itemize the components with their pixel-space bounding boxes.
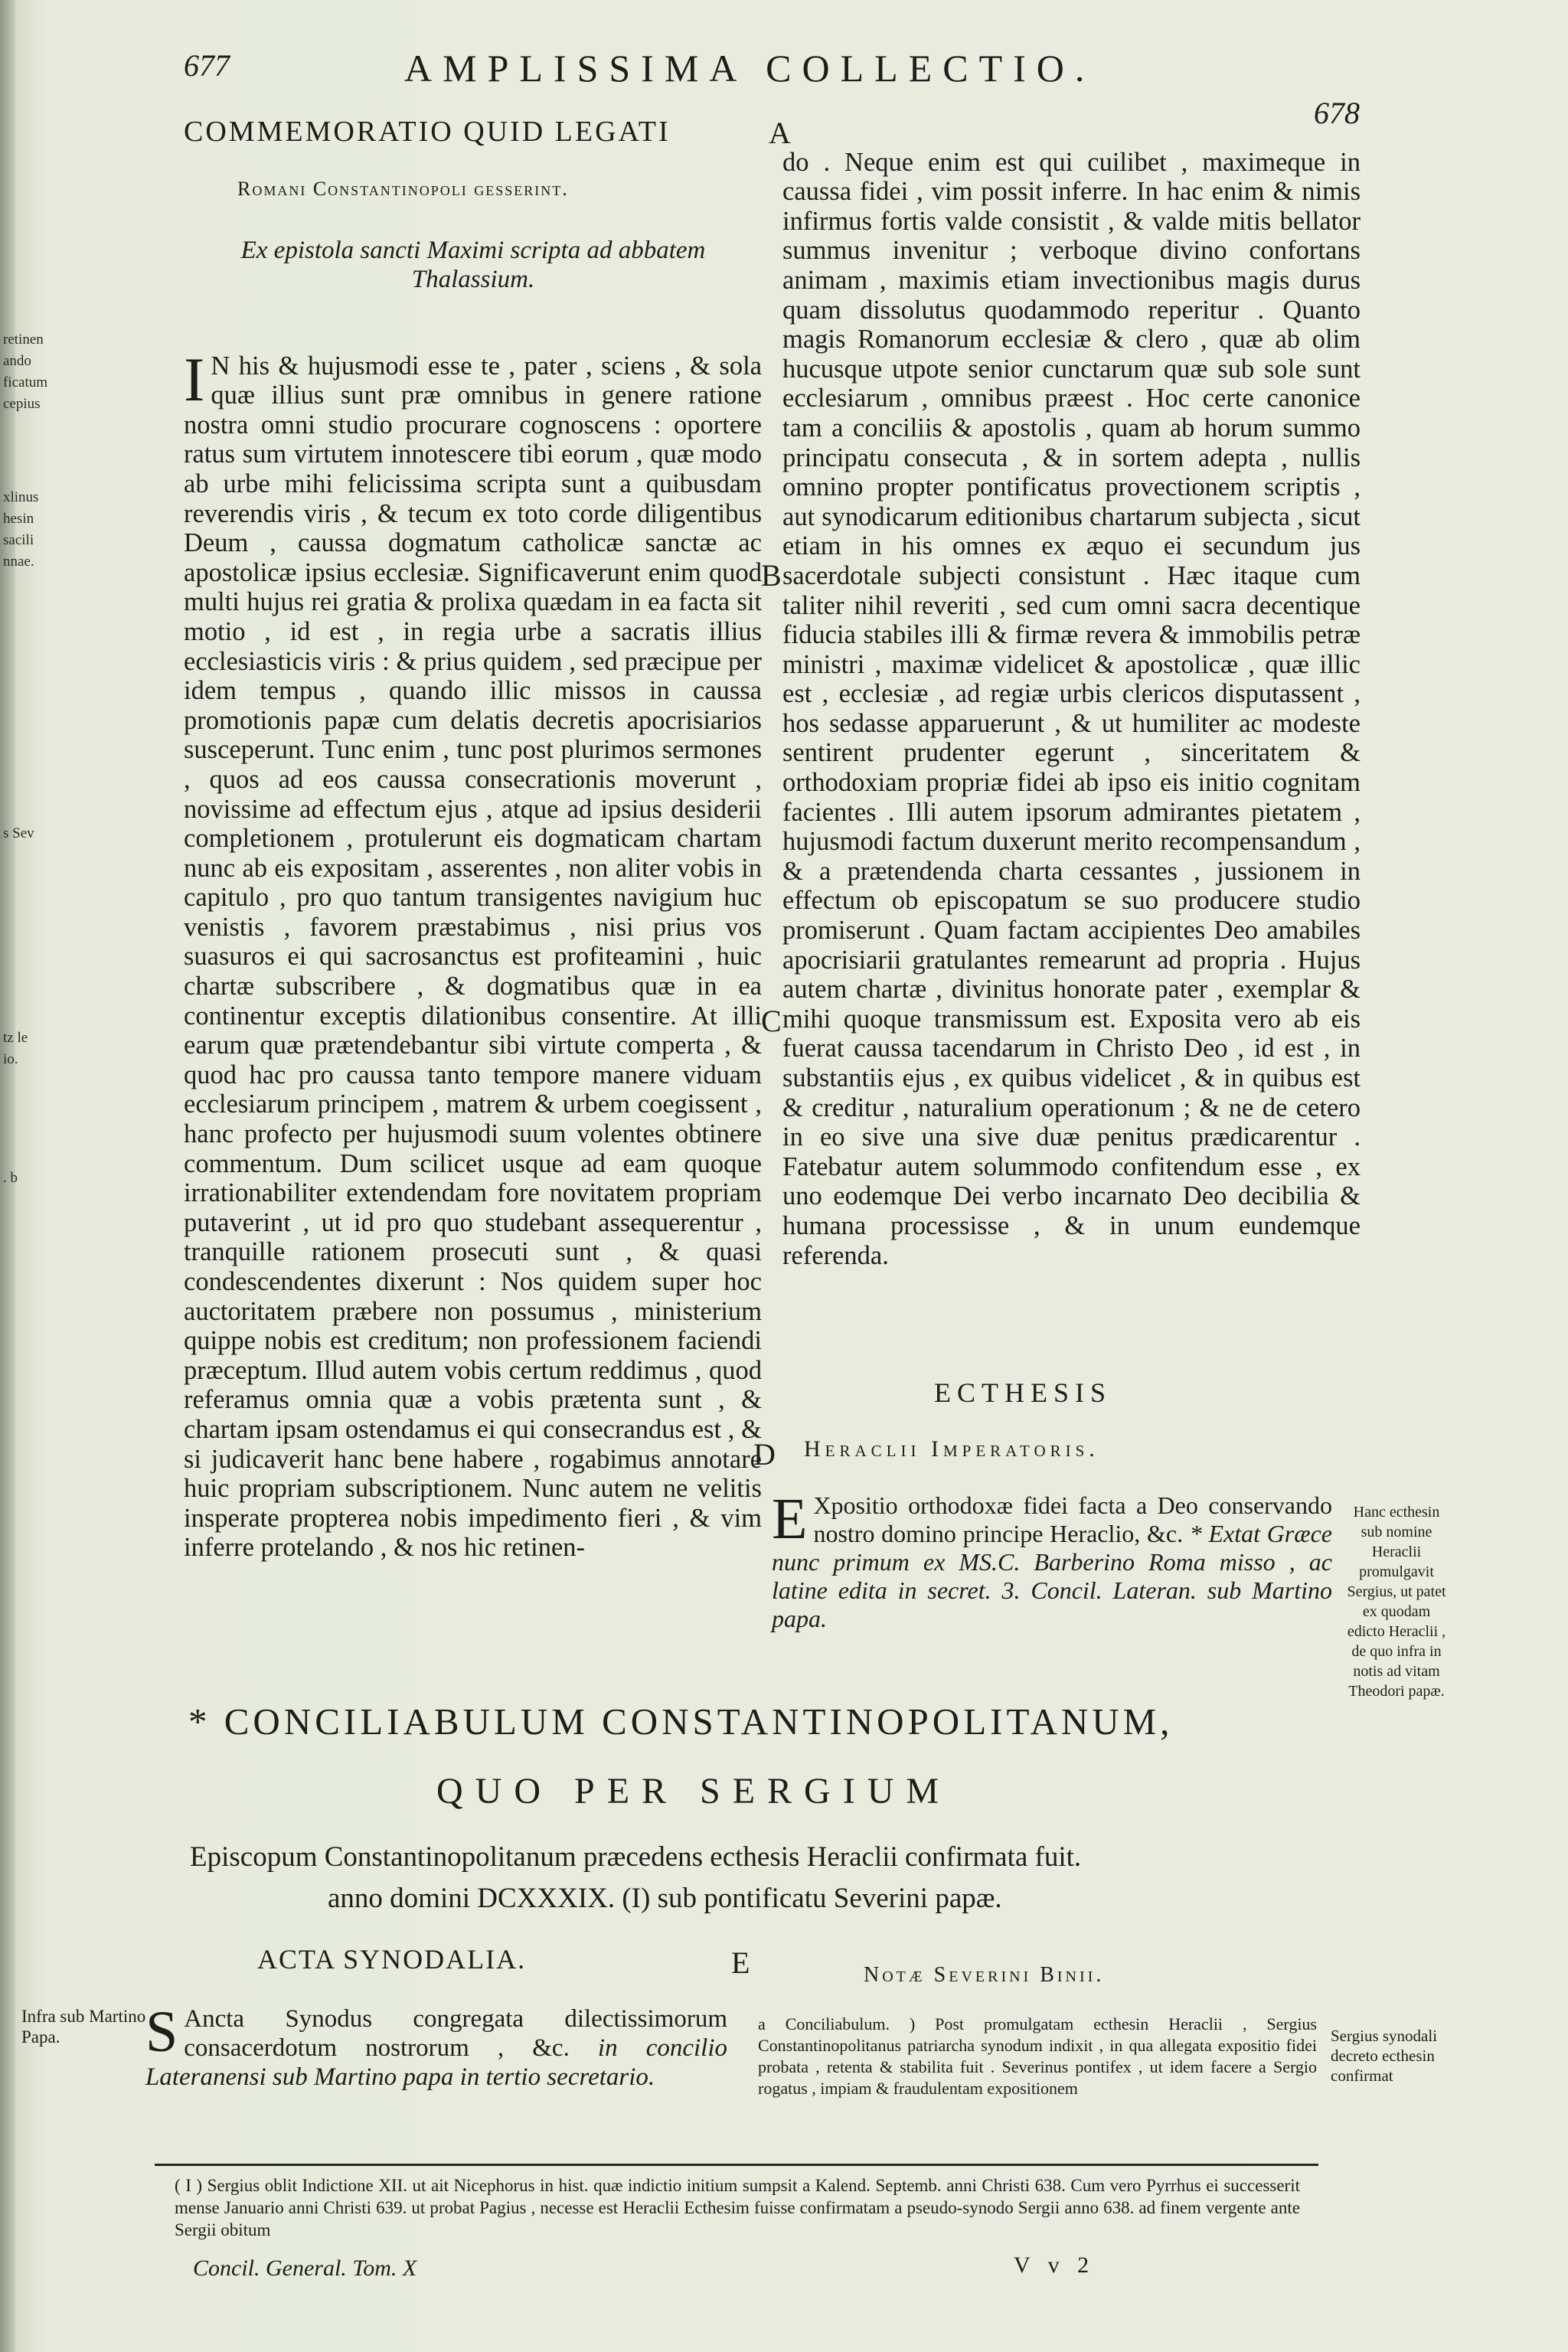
section-subtitle: Romani Constantinopoli gesserint. <box>237 178 569 200</box>
left-margin-fragment: tz le io. <box>3 1030 28 1067</box>
acta-text <box>145 2000 728 2092</box>
column-right-body: do . Neque enim est qui cuilibet , maximeque in caussa fidei , vim possit inferre. In hac enim & nimis infirmus fortis valde consistit , & valde mitis bellator summus invenitur ; verboque divino confortans animam , maximis etiam invectionibus magis durus quam dissolutus quodammodo reperitur . Quanto magis Romanorum ecclesiæ & clero , quæ ab olim hucusque utpote senior cunctarum quæ sub sole sunt ecclesiarum , omnibus præest . Hoc certe canonice tam a conciliis & apostolis , quam ab horum summo principatu consecuta , & in sortem adepta , nullis omnino propter pontificatus provectionem scriptis , aut synodicarum editionibus chartarum subjecta , sicut etiam in his omnes ex æquo ei secundum jus sacerdotale subjecti consistunt . Hæc itaque cum taliter nihil reveriti , sed cum omni sacra decentique fiducia stabiles illi & firmæ revera & immobilis petræ ministri , maximæ videlicet & apostolicæ , quæ illic est , ecclesiæ , ad regiæ urbis clericos disputassent , hos sedasse apparuerunt , & ut humiliter ac modeste sentirent prudenter egerunt , sinceritatem & orthodoxiam propriæ fidei ab ipso eis initio cognitam facientes . Illi autem ipsorum admirantes pietatem , hujusmodi factum duxerunt merito recompensandum , & a prætendenda charta cessantes , jussionem in effectum ob episcopatum se suo producere studio promiserunt . Quam factam accipientes Deo amabiles apocrisiarii gratulantes remearunt ad propria . Hujus autem chartæ , divinitus honorate pater , exemplar & mihi quoque transmissum est. Exposita vero ab eis fuerat caussa tacendarum in Christo Deo , id est , in substantiis ejus , ex quibus videlicet , & in quibus est & creditur , naturalium operationum ; & ne de cetero in eo sive una sive duæ penitus prædicarentur . Fatebatur autem solummodo confitendum esse , ex uno eodemque Dei verbo incarnato Deo decibilia & humana processisse , & in unum eundemque referenda. <box>782 147 1361 1270</box>
ecthesis-body: Xpositio orthodoxæ fidei facta a Deo conservando nostro domino principe Heraclio, &c. <box>813 1491 1332 1547</box>
left-page-number: 677 <box>184 48 230 83</box>
section-letter-c: C <box>761 1004 782 1038</box>
notae-title: Notæ Severini Binii. <box>864 1963 1105 1987</box>
column-right-text <box>782 118 1361 1351</box>
section-letter-b: B <box>761 558 782 593</box>
ecthesis-title: ECTHESIS <box>934 1377 1112 1408</box>
notae-text: a Conciliabulum. ) Post promulgatam ecthesin Heraclii , Sergius Constantinopolitanus patriarcha synodum indixit , in qua allegata expositio fidei probata , retenta & stabilita fuit . Severinus pontifex , ut idem facere a Sergio rogatus , impiam & fraudulentam expositionem <box>758 2014 1317 2098</box>
dropcap: I <box>184 344 205 414</box>
footnote-text: ( I ) Sergius oblit Indictione XII. ut ait Nicephorus in hist. quæ indictio initium sumpsit a Kalend. Septemb. anni Christi 638. Cum vero Pyrrhus ei successerit mense Januario anni Christi 639. ut probat Pagius , necesse est Heraclii Ecthesim fuisse confirmatam a pseudo-synodo Sergii anno 638. ad finem vergente ante Sergii obitum <box>175 2176 1300 2239</box>
ecthesis-subtitle: Heraclii Imperatoris. <box>804 1436 1099 1462</box>
signature-right: V v 2 <box>1014 2252 1096 2278</box>
ecthesis-dropcap: E <box>772 1487 808 1551</box>
column-left-text <box>184 322 762 1661</box>
right-page-number: 678 <box>1314 96 1360 130</box>
column-left-body: N his & hujusmodi esse te , pater , sciens , & sola quæ illius sunt præ omnibus in genere ratione nostra omni studio procurare cognoscens : oportere ratus sum virtutem innotescere tibi eorum , quæ modo ab urbe mihi felicissima scripta sunt a quibusdam reverendis viris , & tecum ex toto corde diligentibus Deum , caussa dogmatum catholicæ sanctæ ac apostolicæ ipsius ecclesiæ. Significaverunt enim quod multi hujus rei gratia & prolixa quædam in ea facta sit motio , id est , in regia urbe a sacratis illius ecclesiasticis viris : & prius quidem , sed præcipue per idem tempus , quando illic missos in caussa promotionis papæ cum delatis decretis apocrisiarios susceperunt. Tunc enim , tunc post plurimos sermones , quos ad eos caussa consecrationis moverunt , novissime ad effectum ejus , atque ad ipsius desiderii completionem , protulerunt eis dogmaticam chartam nunc ab eis expositam , asserentes , non aliter vobis in capitulo , pro quo tantum transigentes navigium huc venistis , favorem præstabimus , nisi prius vos suasuros ei qui sacrosanctus est profiteamini , huic chartæ subscribere , & dogmatibus quæ in ea continentur exceptis dilationibus consentire. At illi earum quæ prætendebantur sibi virtute comperta , & quod hac pro caussa tanto tempore manere viduam ecclesiarum principem , matrem & urbem coegissent , hanc profecto per hujusmodi suum volentes obtinere commentum. Dum scilicet usque ad eam quoque irrationabiliter extendendam fore novitatem propriam putaverint , ut id pro quo studebant assequerentur , tranquille rationem prosecuti sunt , & quasi condescendentes dixerunt : Nos quidem super hoc auctoritatem præbere non possumus , ministerium quippe nobis est creditum; non professionem faciendi præceptum. Illud autem vobis certum reddimus , quod referamus omnia quæ a vobis prætenta sunt , & chartam ipsam ostendamus ei qui consecrandus est , & si judicaverit hanc bene habere , rogabimus annotare huic propriam subscriptionem. Nunc autem ne velitis insperate propterea nobis impedimento fieri , & vim inferre protelando , & nos hic retinen- <box>184 351 762 1563</box>
acta-dropcap: S <box>145 2000 178 2064</box>
section-source: Ex epistola sancti Maximi scripta ad abbatem Thalassium. <box>240 237 706 293</box>
acta-body: Ancta Synodus congregata dilectissimorum consacerdotum nostrorum , &c. <box>184 2005 727 2062</box>
ecthesis-text <box>772 1487 1333 1633</box>
left-margin-fragment: retinen ando ficatum cepius <box>3 332 48 412</box>
right-margin-note: Hanc ecthesin sub nomine Heraclii promulgavit Sergius, ut patet ex quodam edicto Heraclii , de quo infra in notis ad vitam Theodori papæ. <box>1347 1504 1446 1700</box>
acta-title: ACTA SYNODALIA. <box>257 1944 527 1975</box>
section-letter-a: A <box>769 116 791 150</box>
acta-margin-note: Infra sub Martino Papa. <box>21 2007 146 2047</box>
left-margin-fragment: s Sev <box>3 825 34 841</box>
acta-italic: in concilio Lateranensi sub Martino papa in tertio secretario. <box>145 2034 728 2091</box>
notae-margin-note: Sergius synodali decreto ecthesin confirmat <box>1331 2027 1438 2085</box>
signature-left: Concil. General. Tom. X <box>193 2256 417 2281</box>
footnote-rule <box>155 2164 1318 2166</box>
left-margin-fragment: . b <box>3 1170 18 1186</box>
section-letter-d: D <box>753 1437 776 1472</box>
council-line-2: anno domini DCXXXIX. (I) sub pontificatu Severini papæ. <box>328 1883 1002 1914</box>
council-subtitle: QUO PER SERGIUM <box>436 1771 952 1811</box>
left-margin-fragment: xlinus hesin sacili nnae. <box>3 489 39 570</box>
section-letter-e: E <box>731 1945 750 1980</box>
running-head: AMPLISSIMA COLLECTIO. <box>404 47 1096 90</box>
section-title: COMMEMORATIO QUID LEGATI <box>184 116 671 148</box>
council-line-1: Episcopum Constantinopolitanum præcedens ecthesis Heraclii confirmata fuit. <box>190 1841 1082 1873</box>
council-title: * CONCILIABULUM CONSTANTINOPOLITANUM, <box>188 1700 1174 1743</box>
ecthesis-note: * Extat Græce nunc primum ex MS.C. Barberino Roma misso , ac latine edita in secret. 3. Concil. Lateran. sub Martino papa. <box>772 1520 1333 1632</box>
